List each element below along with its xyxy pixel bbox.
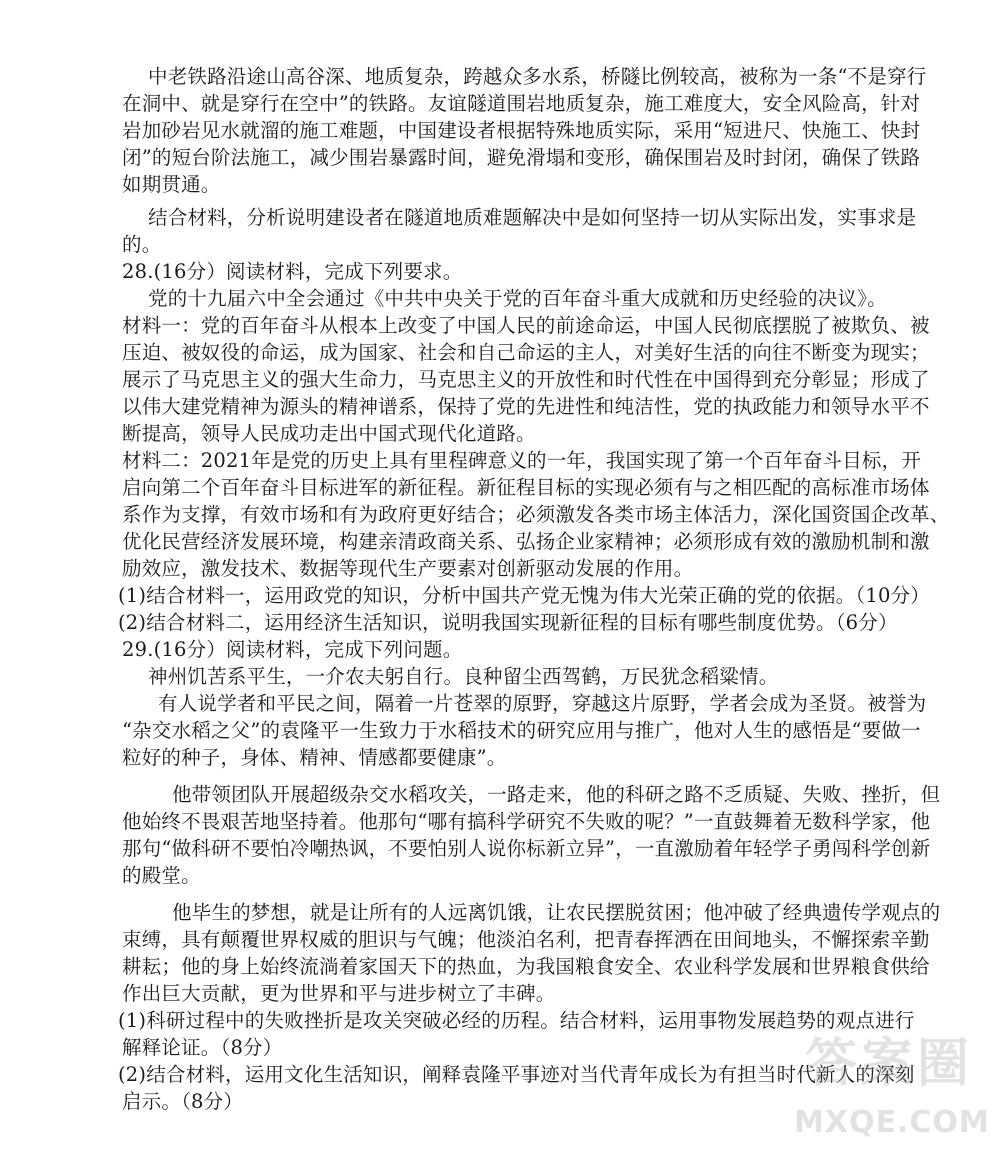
question-prompt: 的。 (122, 233, 162, 256)
text-line: 作出巨大贡献，更为世界和平与进步树立了丰碑。 (122, 982, 556, 1005)
watermark-domain: MXQE.COM (794, 1105, 990, 1140)
material-one: 以伟大建党精神为源头的精神谱系，保持了党的先进性和纯洁性，党的执政能力和领导水平不 (122, 395, 930, 418)
material-two: 励效应，激发技术、数据等现代生产要素对创新驱动发展的作用。 (122, 557, 694, 580)
sub-question: (1)结合材料一，运用政党的知识，分析中国共产党无愧为伟大光荣正确的党的依据。（10分） (118, 584, 930, 607)
sub-question: (2)结合材料，运用文化生活知识，阐释袁隆平事迹对当代青年成长为有担当时代新人的深刻 (118, 1063, 915, 1086)
material-one: 材料一：党的百年奋斗从根本上改变了中国人民的前途命运，中国人民彻底摆脱了被欺负、被 (122, 314, 930, 337)
question-prompt: 结合材料，分析说明建设者在隧道地质难题解决中是如何坚持一切从实际出发，实事求是 (148, 206, 917, 229)
text-line: 那句“做科研不要怕冷嘲热讽，不要怕别人说你标新立异”，一直激励着年轻学子勇闯科学创新 (122, 837, 931, 860)
sub-question: (2)结合材料二，运用经济生活知识，说明我国实现新征程的目标有哪些制度优势。（6分） (118, 611, 898, 634)
sub-question: (1)科研过程中的失败挫折是攻关突破必经的历程。结合材料，运用事物发展趋势的观点进行 (118, 1009, 915, 1032)
text-line: 耕耘；他的身上始终流淌着家国天下的热血，为我国粮食安全、农业科学发展和世界粮食供给 (122, 955, 930, 978)
text-line: 有人说学者和平民之间，隔着一片苍翠的原野，穿越这片原野，学者会成为圣贤。被誉为 (158, 692, 927, 715)
text-line: 中老铁路沿途山高谷深、地质复杂，跨越众多水系，桥隧比例较高，被称为一条“不是穿行 (148, 65, 927, 88)
text-line: 束缚，具有颠覆世界权威的胆识与气魄；他淡泊名利，把青春挥洒在田间地头，不懈探索辛勤 (122, 928, 930, 951)
text-line: 岩加砂岩见水就溜的施工难题，中国建设者根据特殊地质实际，采用“短进尺、快施工、快封 (122, 119, 921, 142)
text-line: 粒好的种子，身体、精神、情感都要健康”。 (122, 746, 507, 769)
material-two: 启向第二个百年奋斗目标进军的新征程。新征程目标的实现必须有与之相匹配的高标准市场体 (122, 476, 930, 499)
text-line: 如期贯通。 (122, 173, 221, 196)
text-line: 闭”的短台阶法施工，减少围岩暴露时间，避免滑塌和变形，确保围岩及时封闭，确保了铁路 (122, 146, 921, 169)
text-line: “杂交水稻之父”的袁隆平一生致力于水稻技术的研究应用与推广，他对人生的感悟是“要做一 (122, 719, 921, 742)
material-two: 系作为支撑，有效市场和有为政府更好结合；必须激发各类市场主体活力，深化国资国企改革、 (122, 503, 950, 526)
text-line: 在洞中、就是穿行在空中”的铁路。友谊隧道围岩地质复杂，施工难度大，安全风险高，针对 (122, 92, 921, 115)
material-two: 优化民营经济发展环境，构建亲清政商关系、弘扬企业家精神；必须形成有效的激励机制和激 (122, 530, 930, 553)
watermark-logo-text: 答案圈 (804, 1034, 973, 1094)
poem-line: 神州饥苦系平生，一介农夫躬自行。良种留尘西驾鹤，万民犹念稻粱情。 (148, 665, 779, 688)
text-line: 的殿堂。 (122, 864, 201, 887)
material-one: 展示了马克思主义的强大生命力，马克思主义的开放性和时代性在中国得到充分彰显；形成了 (122, 368, 930, 391)
sub-question: 启示。（8分） (122, 1090, 244, 1113)
question-header-29: 29.(16分）阅读材料，完成下列问题。 (122, 638, 463, 661)
text-line: 他始终不畏艰苦地坚持着。他那句“哪有搞科学研究不失败的呢？”一直鼓舞着无数科学家，他 (122, 810, 931, 833)
question-header-28: 28.(16分）阅读材料，完成下列要求。 (122, 260, 463, 283)
material-two: 材料二：2021年是党的历史上具有里程碑意义的一年，我国实现了第一个百年奋斗目标，开 (122, 449, 922, 472)
text-line: 他带领团队开展超级杂交水稻攻关，一路走来，他的科研之路不乏质疑、失败、挫折，但 (172, 783, 941, 806)
sub-question: 解释论证。（8分） (122, 1036, 283, 1059)
material-one: 压迫、被奴役的命运，成为国家、社会和自己命运的主人，对美好生活的向往不断变为现实； (122, 341, 930, 364)
site-watermark (794, 1021, 990, 1153)
text-line: 党的十九届六中全会通过《中共中央关于党的百年奋斗重大成就和历史经验的决议》。 (148, 287, 887, 310)
material-one: 断提高，领导人民成功走出中国式现代化道路。 (122, 422, 536, 445)
text-line: 他毕生的梦想，就是让所有的人远离饥饿，让农民摆脱贫困；他冲破了经典遗传学观点的 (172, 901, 941, 924)
